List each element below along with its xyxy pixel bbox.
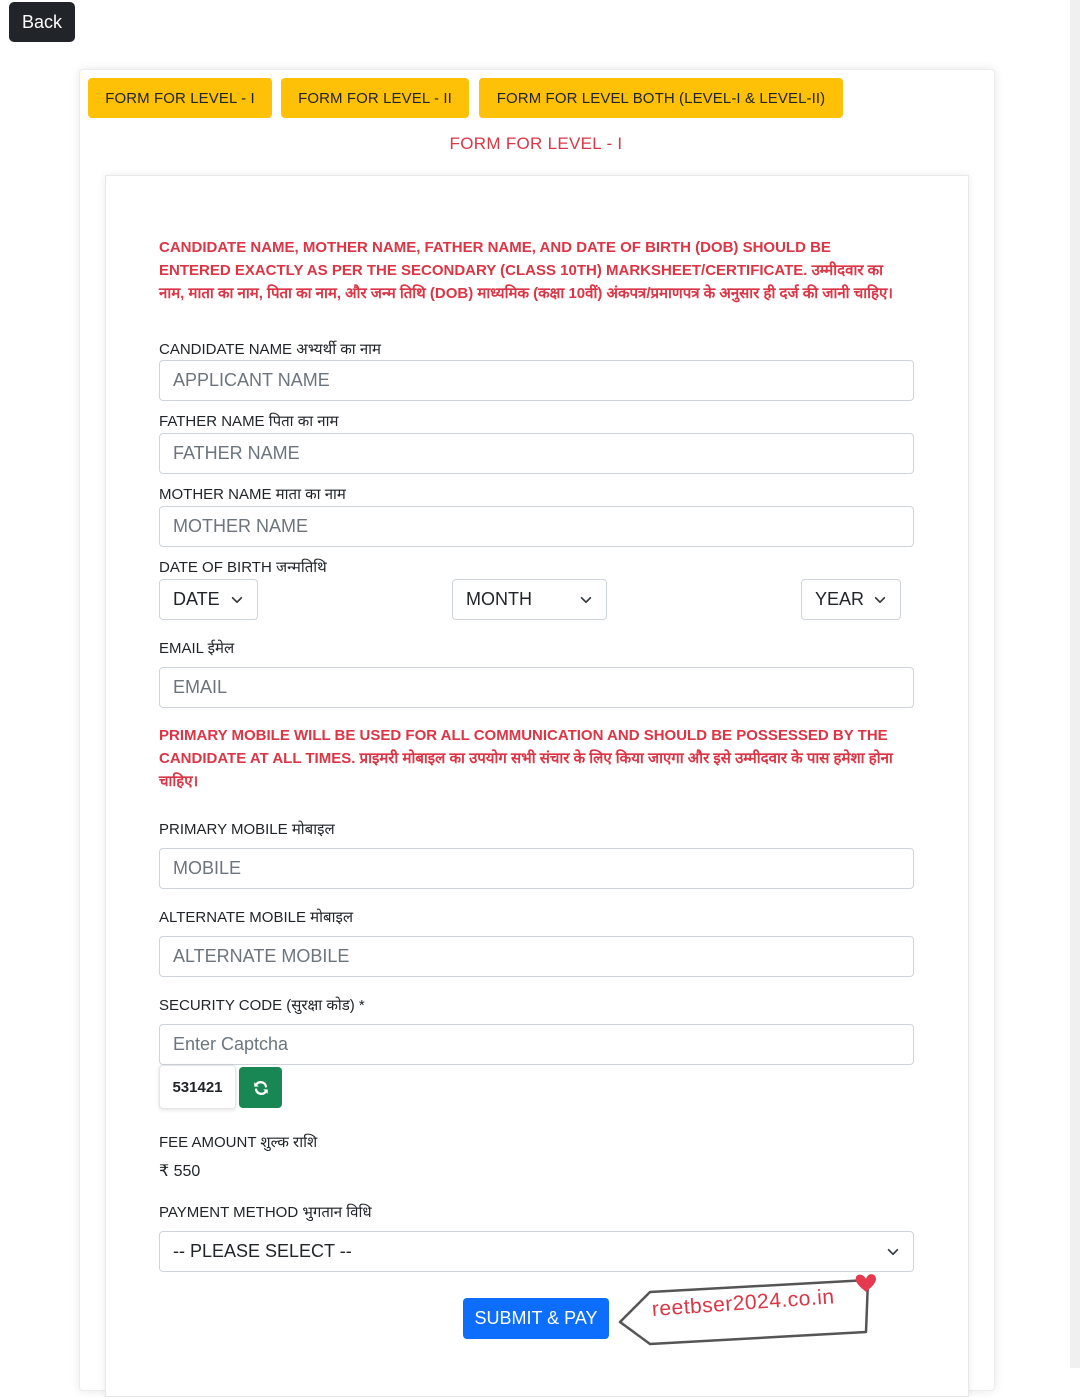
refresh-icon — [252, 1079, 270, 1097]
candidate-name-label: CANDIDATE NAME अभ्यर्थी का नाम — [159, 341, 382, 358]
father-name-input[interactable]: FATHER NAME — [159, 433, 914, 474]
dob-label: DATE OF BIRTH जन्मतिथि — [159, 559, 327, 576]
watermark-text: reetbser2024.co.in — [651, 1285, 836, 1321]
chevron-down-icon — [873, 593, 887, 607]
dob-date-select[interactable] — [159, 579, 258, 620]
primary-mobile-label: PRIMARY MOBILE मोबाइल — [159, 821, 335, 838]
chevron-down-icon — [230, 593, 244, 607]
form-title: FORM FOR LEVEL - I — [449, 134, 623, 153]
refresh-captcha-button[interactable] — [239, 1067, 282, 1108]
tab-level-2-button[interactable]: FORM FOR LEVEL - II — [281, 78, 469, 118]
back-button[interactable]: Back — [9, 2, 75, 42]
dob-year-value: YEAR — [815, 589, 865, 609]
candidate-name-input[interactable]: APPLICANT NAME — [159, 360, 914, 401]
father-name-label: FATHER NAME पिता का नाम — [159, 413, 339, 430]
chevron-down-icon — [886, 1245, 900, 1259]
captcha-input[interactable]: Enter Captcha — [159, 1024, 914, 1065]
tab-level-both-button[interactable]: FORM FOR LEVEL BOTH (LEVEL-I & LEVEL-II) — [479, 78, 843, 118]
security-code-label: SECURITY CODE (सुरक्षा कोड) * — [159, 997, 365, 1014]
dob-year-select[interactable] — [801, 579, 901, 620]
chevron-down-icon — [579, 593, 593, 607]
alternate-mobile-label: ALTERNATE MOBILE मोबाइल — [159, 909, 353, 926]
payment-method-value: -- PLEASE SELECT -- — [173, 1241, 352, 1261]
dob-month-select[interactable] — [452, 579, 607, 620]
page-scrollbar[interactable] — [1070, 0, 1080, 1368]
mother-name-input[interactable]: MOTHER NAME — [159, 506, 914, 547]
email-label: EMAIL ईमेल — [159, 640, 235, 657]
captcha-code: 531421 — [159, 1065, 236, 1109]
fee-amount-value: ₹ 550 — [159, 1163, 201, 1180]
dob-date-value: DATE — [173, 589, 220, 609]
tab-level-1-button[interactable]: FORM FOR LEVEL - I — [88, 78, 272, 118]
payment-method-label: PAYMENT METHOD भुगतान विधि — [159, 1204, 372, 1221]
primary-mobile-input[interactable]: MOBILE — [159, 848, 914, 889]
email-input[interactable]: EMAIL — [159, 667, 914, 708]
name-warning-text: CANDIDATE NAME, MOTHER NAME, FATHER NAME, AND DATE OF BIRTH (DOB) SHOULD BE ENTERED EXACTLY AS PER THE SECONDARY (CLASS 10TH) MARKSHEET/CERTIFICATE. उम्मीदवार का नाम, माता का नाम, पिता का नाम, और जन्म तिथि (DOB) माध्यमिक (कक्षा 10वीं) अंकपत्र/प्रमाणपत्र के अनुसार ही दर्ज की जानी चाहिए। — [159, 239, 893, 302]
fee-amount-label: FEE AMOUNT शुल्क राशि — [159, 1134, 318, 1151]
alternate-mobile-input[interactable]: ALTERNATE MOBILE — [159, 936, 914, 977]
mother-name-label: MOTHER NAME माता का नाम — [159, 486, 346, 503]
dob-month-value: MONTH — [466, 589, 532, 609]
mobile-warning-text: PRIMARY MOBILE WILL BE USED FOR ALL COMMUNICATION AND SHOULD BE POSSESSED BY THE CANDIDATE AT ALL TIMES. प्राइमरी मोबाइल का उपयोग सभी संचार के लिए किया जाएगा और इसे उम्मीदवार के पास हमेशा होना चाहिए। — [159, 727, 893, 790]
submit-pay-button[interactable]: SUBMIT & PAY — [463, 1298, 609, 1339]
